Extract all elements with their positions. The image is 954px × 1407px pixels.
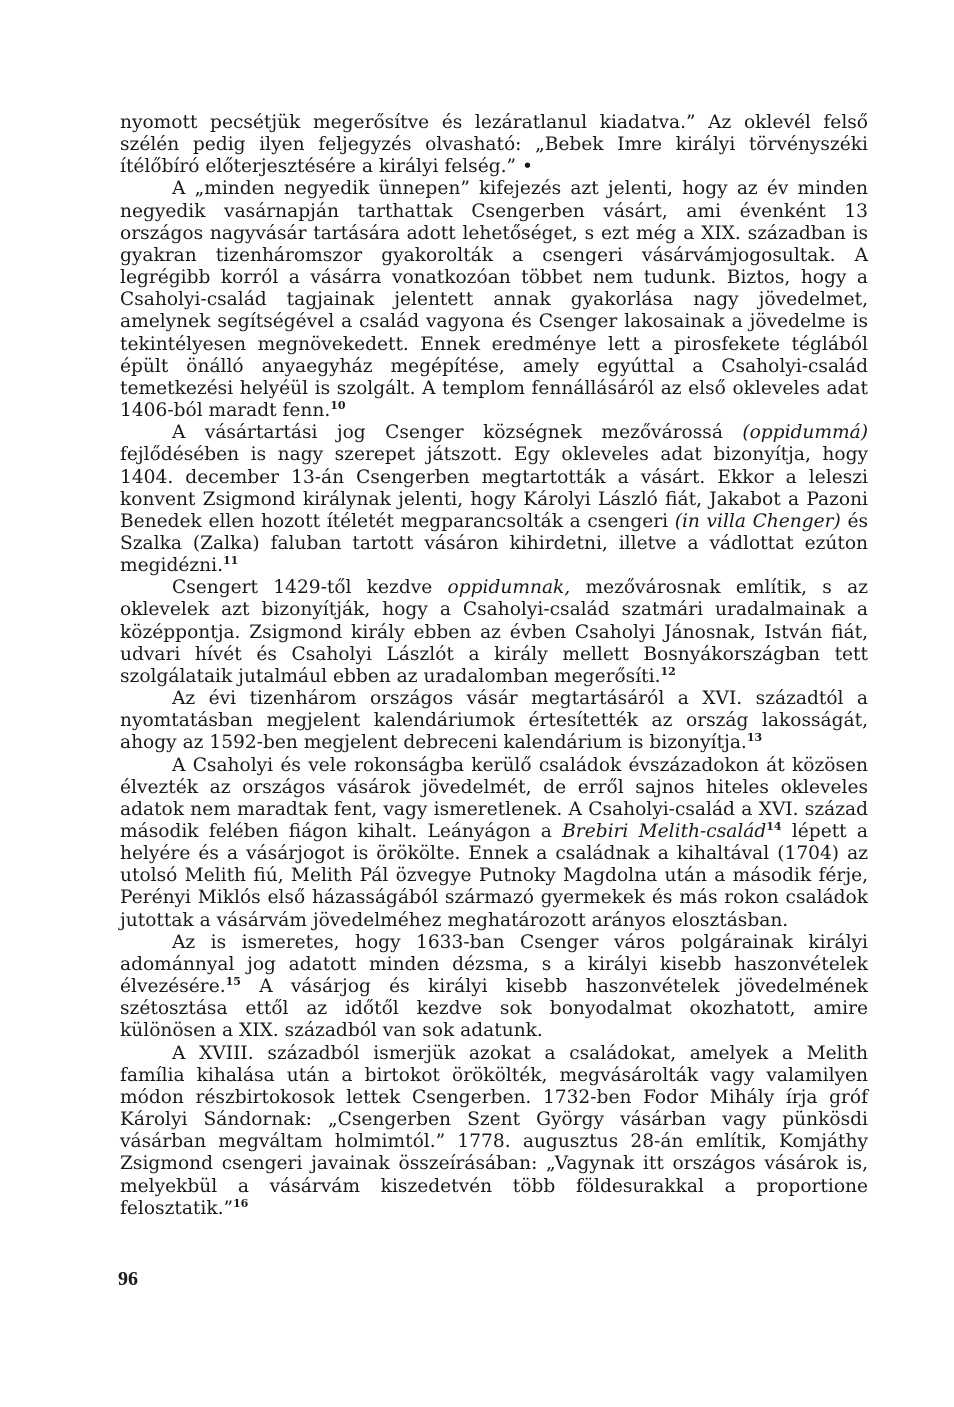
paragraph-1: nyomott pecsétjük megerősítve és lezáratlanul kiadatva.” Az oklevél felső szélén pedig ilyen feljegyzés olvasható: „Bebek Imre királyi törvényszéki ítélőbíró előterjesztésére a királyi felség.” • [120,112,868,178]
paragraph-8: A XVIII. századból ismerjük azokat a családokat, amelyek a Melith família kihalása után a birtokot örökölték, megvásárolták vagy valamilyen módon részbirtokosok lettek Csengerben. 1732-ben Fodor Mihály írja gróf Károlyi Sándornak: „Csengerben Szent György vásárban vagy pünkösdi vásárban megváltam holmimtól.” 1778. augusztus 28-án említik, Komjáthy Zsigmond csengeri javainak összeírásában: „Vagynak itt országos vásárok is, melyekbül a vásárvám kiszedetvén több földesurakkal a proportione felosztatik.”$^{16}$ [120,1042,868,1219]
footnote-ref-14: 14 [766,820,782,833]
paragraph-5: Az évi tizenhárom országos vásár megtartásáról a XVI. századtól a nyomtatásban megjelent kalendáriumok értesítették az ország lakosságát, ahogy az 1592-ben megjelent debreceni kalendárium is bizonyítja.$^{13}$ [120,688,868,754]
paragraph-2: A „minden negyedik ünnepen” kifejezés azt jelenti, hogy az év minden negyedik vasárnapján tarthattak Csengerben vásárt, ami évenként 13 országos nagyvásár tartására adott lehetőséget, s ezt még a XIX. században is gyakran tizenháromszor gyakorolták a csengeri vásárvámjogosultak. A legrégibb korról a vásárra vonatkozóan többet nem tudunk. Biztos, hogy a Csaholyi-család tagjainak jelentett annak gyakorlása nagy jövedelmet, amelynek segítségével a család vagyona és Csenger lakosainak a jövedelme is tekintélyesen megnövekedett. Ennek eredménye lett a pirosfekete téglából épült önálló anyaegyház megépítése, amely egyúttal a Csaholyi-család temetkezési helyéül is szolgált. A templom fennállásáról az első okleveles adat 1406-ból maradt fenn.$^{10}$ [120,178,868,422]
footnote-ref-16: 16 [233,1196,249,1210]
body-text [120,112,868,1220]
footnote-ref-11: 11 [223,554,239,568]
paragraph-6: A Csaholyi és vele rokonságba kerülő családok évszázadokon át közösen élvezték az országos vásárok jövedelmét, de erről sajnos hiteles okleveles adatok nem maradtak fent, vagy ismeretlenek. A Csaholyi-család a XVI. század második felében fiágon kihalt. Leányágon a Brebiri Melith-család$^{14}$ lépett a helyére és a vásárjogot is örökölte. Ennek a családnak a kihaltával (1704) az utolsó Melith fiú, Melith Pál özvegye Putnoky Magdolna után a második férje, Perényi Miklós első házasságából származó gyermekek és más rokon családok jutottak a vásárvám jövedelméhez meghatározott arányos elosztásban. [120,754,868,931]
paragraph-4: Csengert 1429-től kezdve oppidumnak, mezővárosnak említik, s az oklevelek azt bizonyítják, hogy a Csaholyi-család szatmári uradalmainak a középpontja. Zsigmond király ebben az évben Csaholyi Jánosnak, István fiát, udvari hívét és Csaholyi Lászlót a király mellett Bosnyákországban tett szolgálataik jutalmául ebben az uradalomban megerősíti.$^{12}$ [120,577,868,687]
page-number: 96 [118,1268,138,1290]
footnote-ref-12: 12 [660,664,676,678]
footnote-ref-15: 15 [225,975,241,989]
footnote-ref-13: 13 [746,731,763,745]
paragraph-3: A vásártartási jog Csenger községnek mezővárossá (oppidummá) fejlődésében is nagy szerepet játszott. Egy okleveles adat bizonyítja, hogy 1404. december 13-án Csengerben megtartották a vásárt. Ekkor a leleszi konvent Zsigmond királynak jelenti, hogy Károlyi László fiát, Jakabot a Pazoni Benedek ellen hozott ítéletét megparancsolták a csengeri (in villa Chenger) és Szalka (Zalka) faluban tartott vásáron kihirdetni, illetve a vádlottat ezúton megidézni.$^{11}$ [120,422,868,577]
footnote-ref-10: 10 [330,399,346,413]
paragraph-7: Az is ismeretes, hogy 1633-ban Csenger város polgárainak királyi adománnyal jog adatott minden dézsma, s a királyi kisebb haszonvételek élvezésére.$^{15}$ A vásárjog és királyi kisebb haszonvételek jövedelmének szétosztása ettől az időtől kezdve sok bonyodalmat okozhatott, amire különösen a XIX. századból van sok adatunk. [120,931,868,1042]
